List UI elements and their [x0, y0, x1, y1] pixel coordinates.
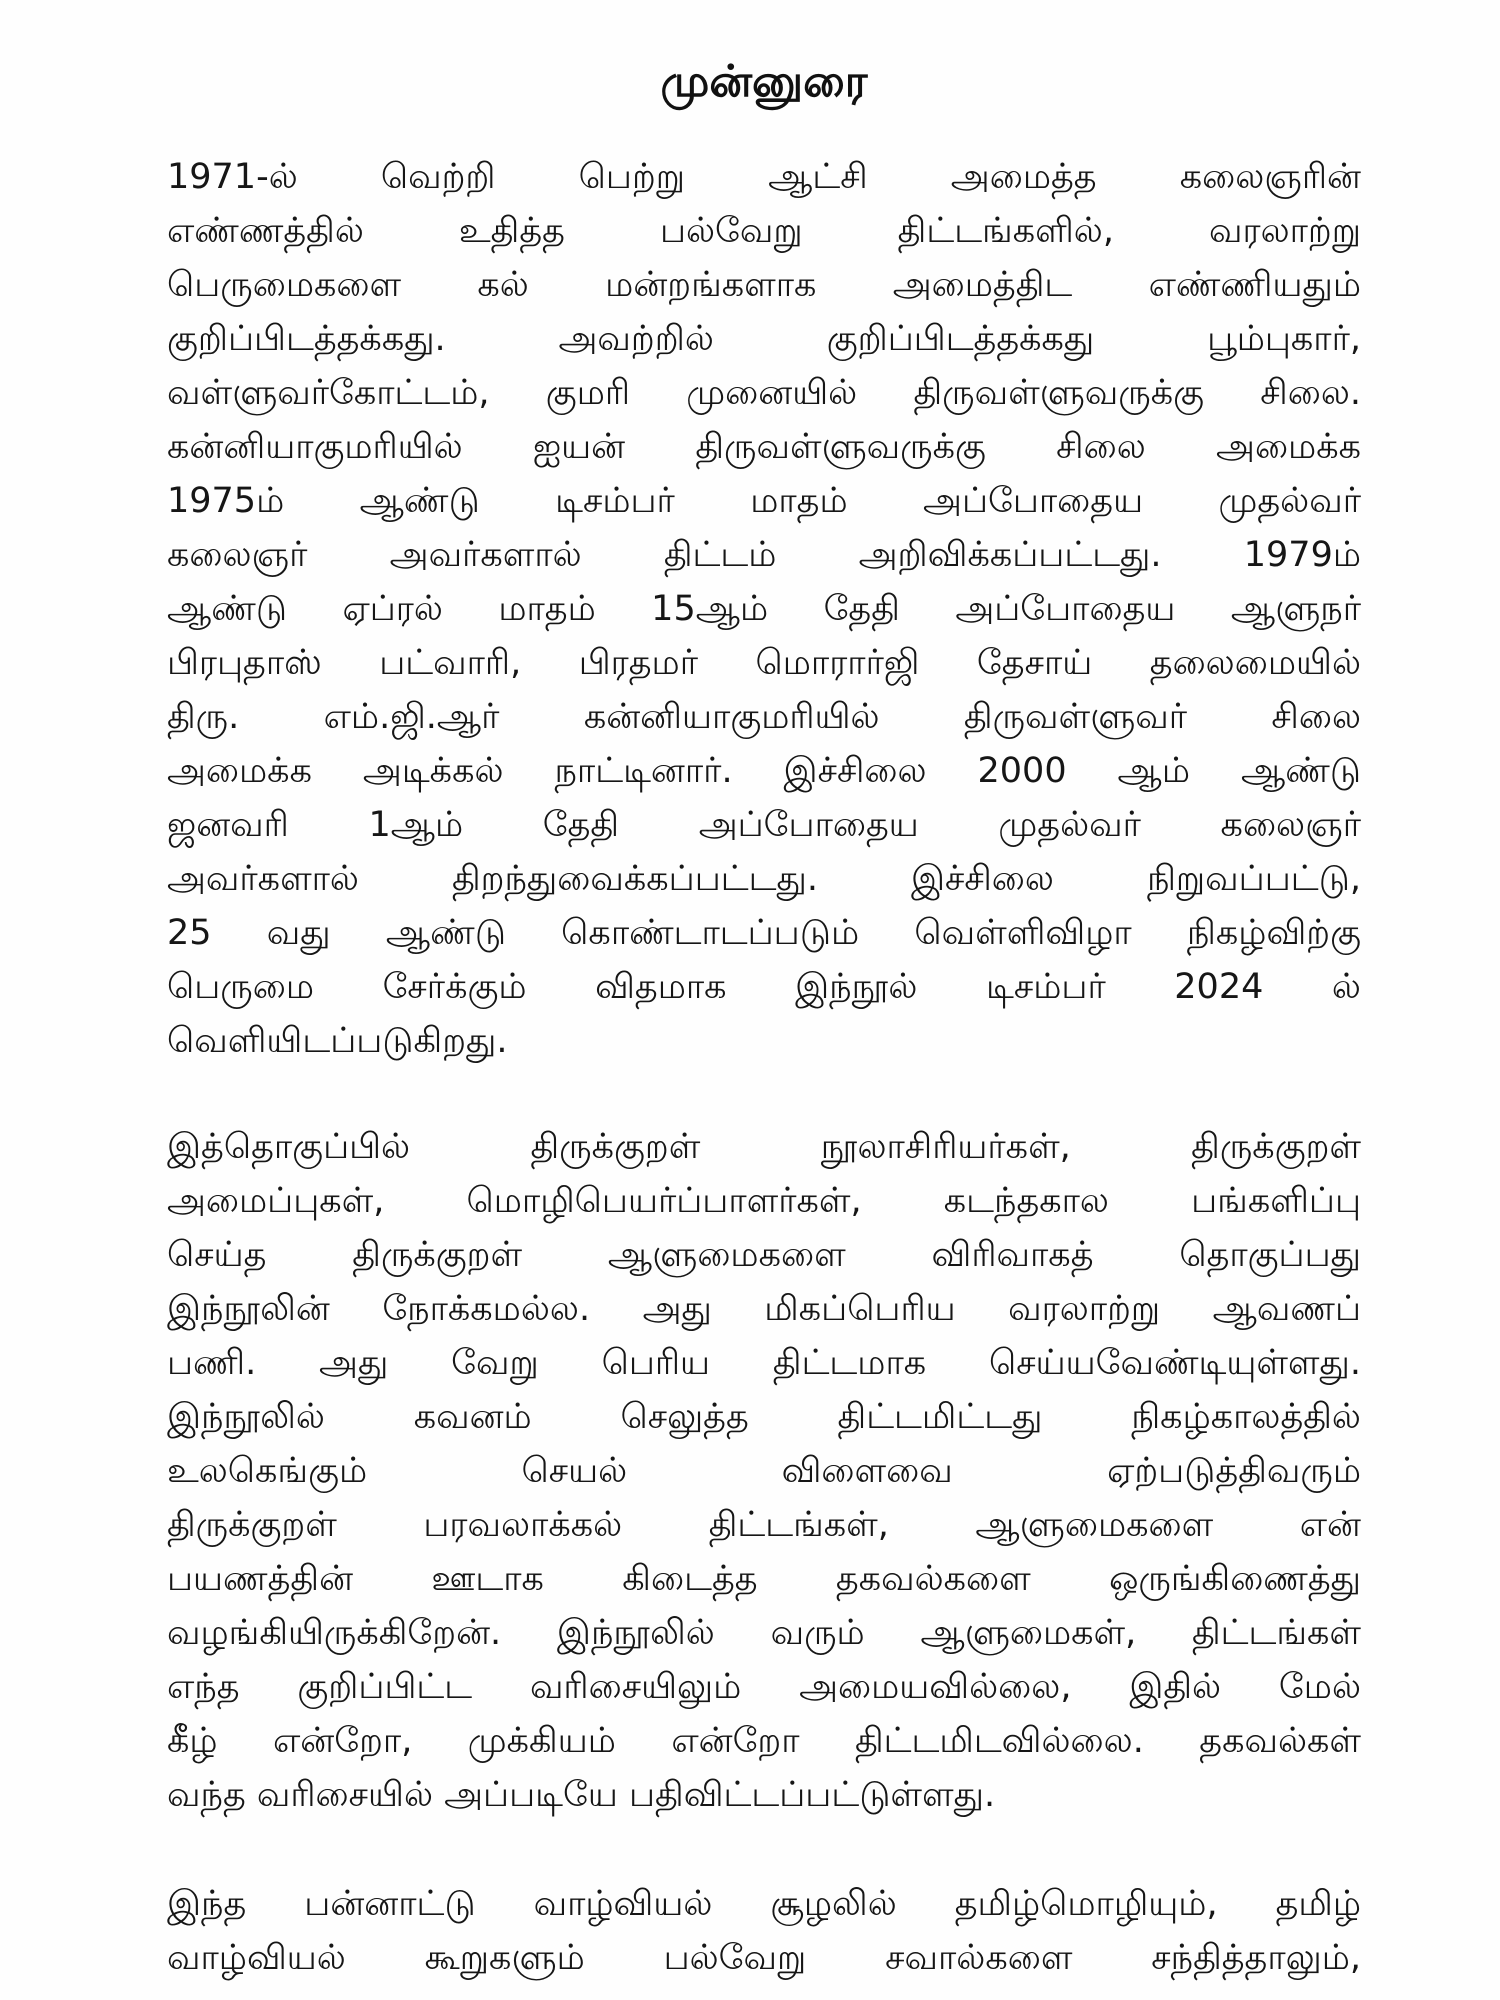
text-line: வள்ளுவர்கோட்டம், குமரி முனையில் திருவள்ளுவருக்கு சிலை.: [167, 373, 1361, 413]
text-line: அவர்களால் திறந்துவைக்கப்பட்டது. இச்சிலை நிறுவப்பட்டு,: [167, 859, 1361, 899]
text-line: 1975ம் ஆண்டு டிசம்பர் மாதம் அப்போதைய முதல்வர்: [167, 481, 1361, 521]
text-line: பெருமைகளை கல் மன்றங்களாக அமைத்திட எண்ணியதும்: [167, 265, 1361, 305]
text-line: இந்நூலில் கவனம் செலுத்த திட்டமிட்டது நிகழ்காலத்தில்: [167, 1397, 1361, 1437]
text-line: பணி. அது வேறு பெரிய திட்டமாக செய்யவேண்டியுள்ளது.: [167, 1343, 1361, 1383]
text-line: இத்தொகுப்பில் திருக்குறள் நூலாசிரியர்கள், திருக்குறள்: [167, 1127, 1361, 1167]
text-line: கலைஞர் அவர்களால் திட்டம் அறிவிக்கப்பட்டது. 1979ம்: [167, 535, 1361, 575]
text-line: உலகெங்கும் செயல் விளைவை ஏற்படுத்திவரும்: [167, 1451, 1361, 1491]
text-line: திருக்குறள் பரவலாக்கல் திட்டங்கள், ஆளுமைகளை என்: [167, 1505, 1361, 1545]
text-line: கீழ் என்றோ, முக்கியம் என்றோ திட்டமிடவில்லை. தகவல்கள்: [167, 1721, 1361, 1761]
text-line: கன்னியாகுமரியில் ஐயன் திருவள்ளுவருக்கு சிலை அமைக்க: [167, 427, 1361, 467]
text-line: வழங்கியிருக்கிறேன். இந்நூலில் வரும் ஆளுமைகள், திட்டங்கள்: [167, 1613, 1361, 1653]
text-line: அமைப்புகள், மொழிபெயர்ப்பாளர்கள், கடந்தகால பங்களிப்பு: [167, 1181, 1361, 1221]
text-line: பிரபுதாஸ் பட்வாரி, பிரதமர் மொரார்ஜி தேசாய் தலைமையில்: [167, 643, 1361, 683]
paragraph-2: [167, 1120, 1361, 1822]
paragraph-3: [167, 1877, 1361, 1985]
text-line: வெளியிடப்படுகிறது.: [167, 1021, 508, 1061]
text-line: செய்த திருக்குறள் ஆளுமைகளை விரிவாகத் தொகுப்பது: [167, 1235, 1361, 1275]
text-line: இந்நூலின் நோக்கமல்ல. அது மிகப்பெரிய வரலாற்று ஆவணப்: [167, 1289, 1361, 1329]
text-line: பயணத்தின் ஊடாக கிடைத்த தகவல்களை ஒருங்கிணைத்து: [167, 1559, 1361, 1599]
text-line: பெருமை சேர்க்கும் விதமாக இந்நூல் டிசம்பர் 2024 ல்: [167, 967, 1361, 1007]
page-title: முன்னுரை: [660, 56, 868, 107]
text-line: குறிப்பிடத்தக்கது. அவற்றில் குறிப்பிடத்தக்கது பூம்புகார்,: [167, 319, 1361, 359]
text-line: திரு. எம்.ஜி.ஆர் கன்னியாகுமரியில் திருவள்ளுவர் சிலை: [167, 697, 1361, 737]
text-line: வந்த வரிசையில் அப்படியே பதிவிட்டப்பட்டுள்ளது.: [167, 1775, 996, 1815]
text-line: எந்த குறிப்பிட்ட வரிசையிலும் அமையவில்லை, இதில் மேல்: [167, 1667, 1361, 1707]
text-line: எண்ணத்தில் உதித்த பல்வேறு திட்டங்களில், வரலாற்று: [167, 211, 1361, 251]
text-line: ஜனவரி 1ஆம் தேதி அப்போதைய முதல்வர் கலைஞர்: [167, 805, 1361, 845]
text-line: 25 வது ஆண்டு கொண்டாடப்படும் வெள்ளிவிழா நிகழ்விற்கு: [167, 913, 1361, 953]
paragraph-1: [167, 150, 1361, 1068]
text-line: அமைக்க அடிக்கல் நாட்டினார். இச்சிலை 2000 ஆம் ஆண்டு: [167, 751, 1361, 791]
text-line: வாழ்வியல் கூறுகளும் பல்வேறு சவால்களை சந்தித்தாலும்,: [167, 1938, 1361, 1978]
text-line: 1971-ல் வெற்றி பெற்று ஆட்சி அமைத்த கலைஞரின்: [167, 157, 1361, 197]
text-line: இந்த பன்னாட்டு வாழ்வியல் சூழலில் தமிழ்மொழியும், தமிழ்: [167, 1884, 1361, 1924]
text-line: ஆண்டு ஏப்ரல் மாதம் 15ஆம் தேதி அப்போதைய ஆளுநர்: [167, 589, 1361, 629]
